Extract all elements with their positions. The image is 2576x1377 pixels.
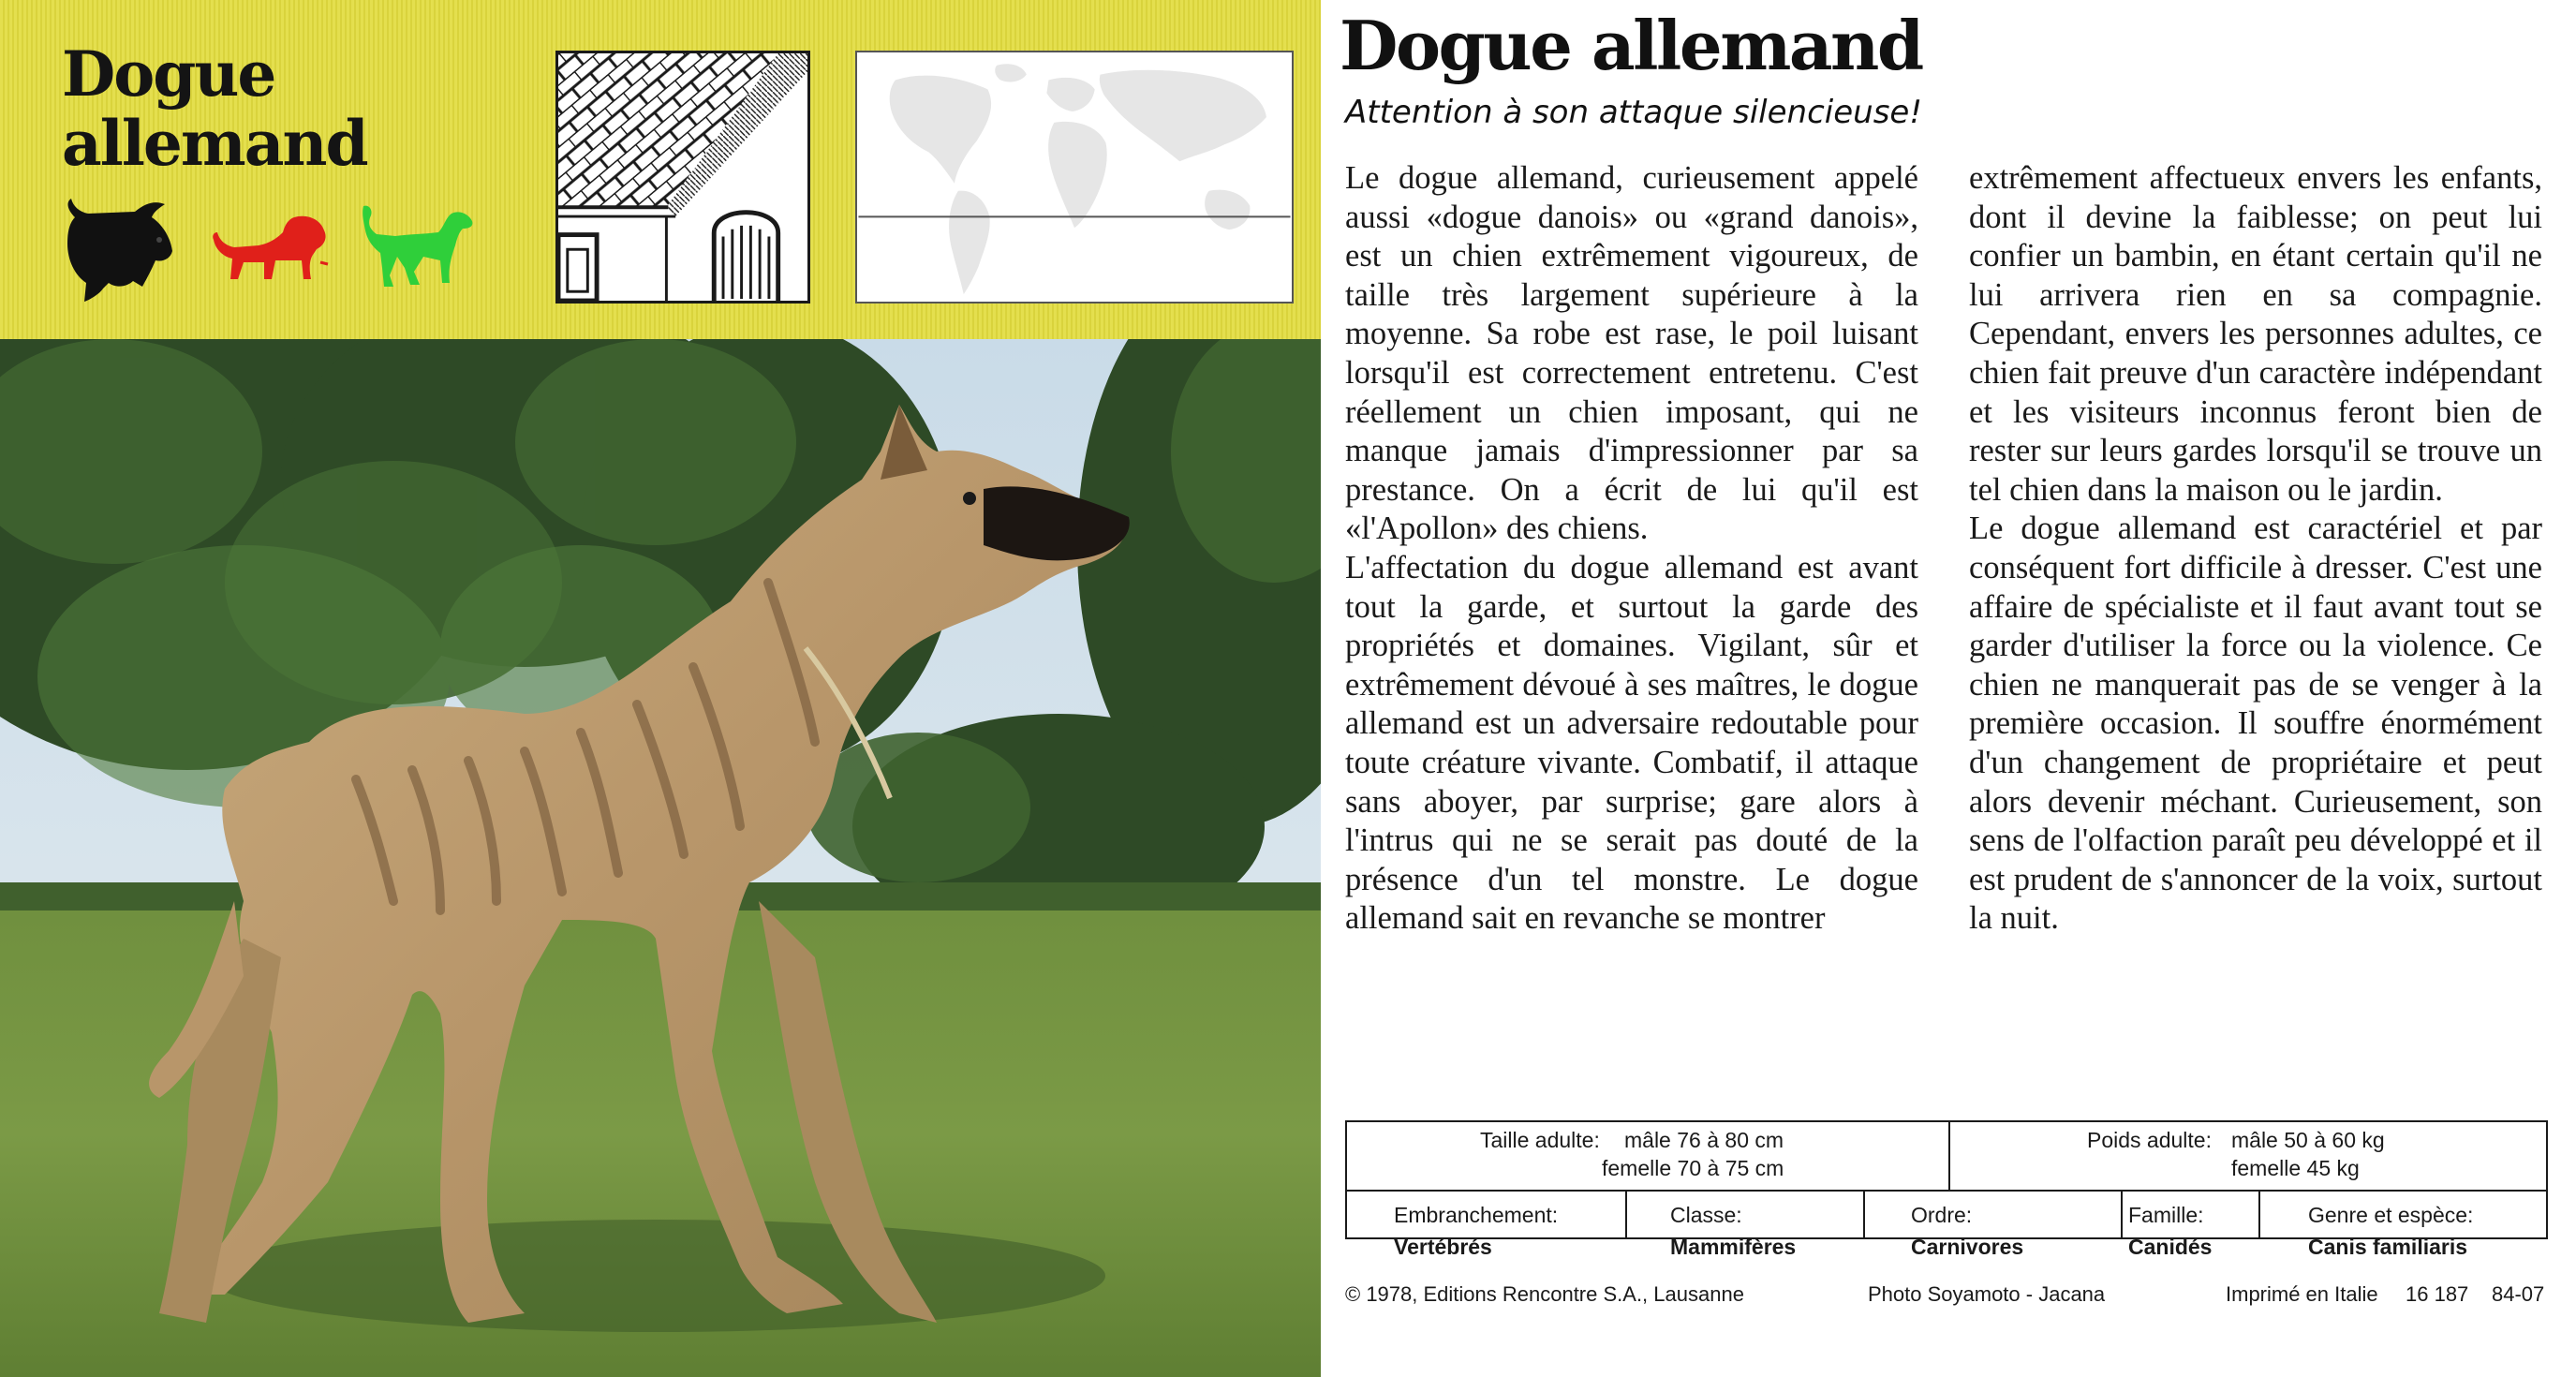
taxonomy-label-class: Classe: [1670, 1203, 1742, 1227]
taxonomy-value-species: Canis familiaris [2308, 1235, 2468, 1259]
lion-icon [210, 212, 332, 285]
weight-label: Poids adulte: [2087, 1128, 2212, 1152]
divider [1625, 1190, 1627, 1239]
paragraph: L'affectation du dogue allemand est avant tout la garde, et surtout la garde des propriétés et domaines. Vigilant, sûr et extrêmement dévoué à ses maîtres, le dogue allemand est un adversaire redoutable pour toute créature vivante. Combatif, il attaque sans aboyer, par surprise; gare alors à l'intrus qui ne se serait pas douté de la présence d'un tel monstre. Le dogue allemand sait en revanche se montrer [1345, 549, 1918, 937]
taxonomy-value-phylum: Vertébrés [1394, 1235, 1492, 1259]
habitat-illustration [555, 51, 810, 304]
divider [2121, 1190, 2123, 1239]
weight-female: femelle 45 kg [2231, 1156, 2360, 1180]
card-code: 84-07 [2492, 1282, 2545, 1306]
bull-icon [62, 197, 174, 302]
divider [2258, 1190, 2260, 1239]
taxonomy-value-class: Mammifères [1670, 1235, 1797, 1259]
divider [1863, 1190, 1865, 1239]
print-code: 16 187 [2406, 1282, 2469, 1306]
taxonomy-label-phylum: Embranchement: [1394, 1203, 1559, 1227]
size-female: femelle 70 à 75 cm [1602, 1156, 1784, 1180]
size-cell [1347, 1122, 1948, 1190]
taxonomy-value-order: Carnivores [1911, 1235, 2024, 1259]
card-title-line2: allemand [62, 107, 367, 180]
paragraph: Le dogue allemand est caractériel et par conséquent fort difficile à dresser. C'est une affaire de spécialiste et il faut avant tout se garder d'utiliser la force ou la violence. Ce chien ne manquerait pas de se venger à la première occasion. Il souffre énormément d'un changement de propriétaire et peut alors devenir méchant. Curieusement, son sens de l'olfaction paraît peu développé et il est prudent de s'annoncer de la voix, surtout la nuit. [1969, 511, 2542, 937]
dog-icon [358, 200, 476, 290]
size-male: mâle 76 à 80 cm [1624, 1128, 1784, 1152]
paragraph: extrêmement affectueux envers les enfants, dont il devine la faiblesse; on peut lui confier un bambin, en étant certain qu'il ne lui arrivera rien en sa compagnie. Cependant, envers les personnes adultes, ce chien fait preuve d'un caractère indépendant et les visiteurs inconnus feront bien de rester sur leurs gardes lorsqu'il se trouve un tel chien dans la maison ou le jardin. [1969, 160, 2542, 508]
dog-photo [0, 339, 1321, 1377]
taxonomy-label-family: Famille: [2128, 1203, 2204, 1227]
weight-male: mâle 50 à 60 kg [2231, 1128, 2385, 1152]
paragraph: Le dogue allemand, curieusement appelé aussi «dogue danois» ou «grand danois», est un chien extrêmement vigoureux, de taille très largement supérieure à la moyenne. Sa robe est rase, le poil luisant lorsqu'il est correctement entretenu. C'est réellement un chien imposant, qui ne manque jamais d'impressionner par sa prestance. On a écrit de lui qu'il est «l'Apollon» des chiens. [1345, 160, 1918, 547]
photo-credit: Photo Soyamoto - Jacana [1868, 1282, 2106, 1306]
size-label: Taille adulte: [1480, 1128, 1600, 1152]
article-subtitle: Attention à son attaque silencieuse! [1345, 94, 1922, 131]
taxonomy-label-species: Genre et espèce: [2308, 1203, 2474, 1227]
text-column-2 [1969, 159, 2542, 939]
copyright: © 1978, Editions Rencontre S.A., Lausanne [1345, 1282, 1744, 1306]
taxonomy-label-order: Ordre: [1911, 1203, 1973, 1227]
measurements-row [1347, 1122, 2546, 1192]
text-column-1 [1345, 159, 1918, 939]
article-title: Dogue allemand [1340, 6, 1922, 85]
printed-in: Imprimé en Italie [2226, 1282, 2378, 1306]
card-title [62, 37, 367, 180]
card-title-line1: Dogue [62, 37, 275, 111]
world-map [855, 51, 1294, 304]
weight-cell [1948, 1122, 2548, 1190]
taxonomy-value-family: Canidés [2128, 1235, 2213, 1259]
